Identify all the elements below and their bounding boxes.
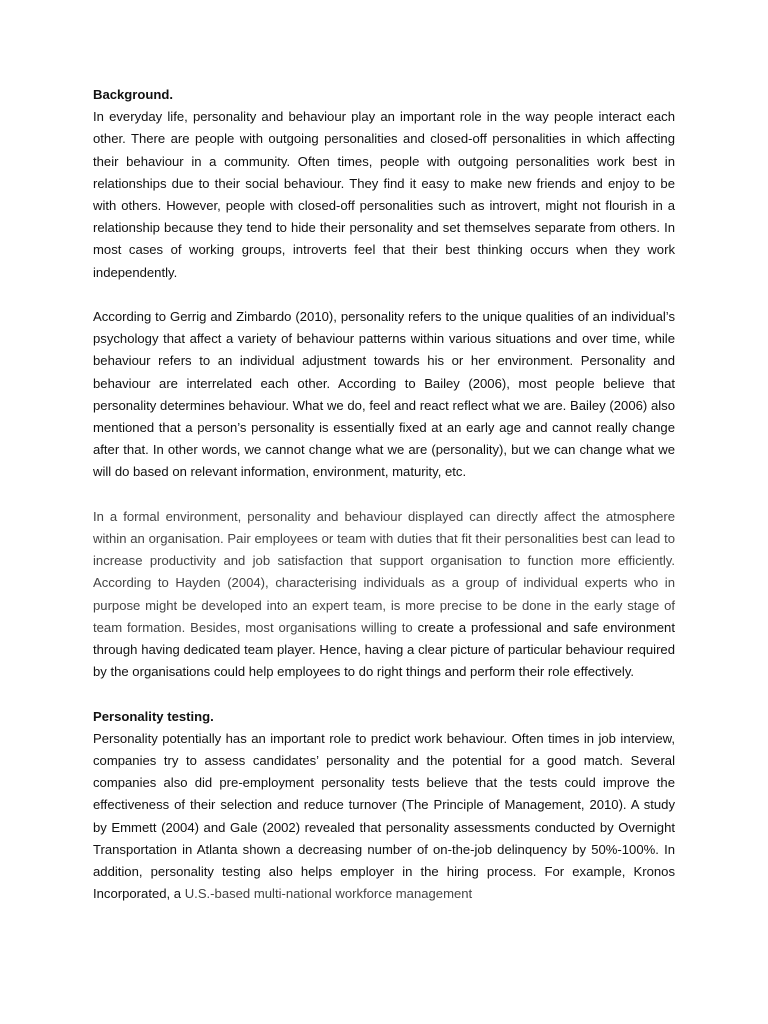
paragraph-spacer (93, 683, 675, 705)
paragraph-spacer (93, 284, 675, 306)
paragraph-background-1: In everyday life, personality and behaviour play an important role in the way people interact each other. There are people with outgoing personalities and closed-off personalities in which affecting their behaviour in a community. Often times, people with outgoing personalities work best in relationships due to their social behaviour. They find it easy to make new friends and enjoy to be with others. However, people with closed-off personalities such as introvert, might not flourish in a relationship because they tend to hide their personality and set themselves separate from others. In most cases of working groups, introverts feel that their best thinking occurs when they work independently. (93, 109, 675, 280)
paragraph-personality-testing-1-text-a: Personality potentially has an important role to predict work behaviour. Often times in job interview, companies try to assess candidates’ personality and the potential for a good match. Several companies also did pre-employment personality tests believe that the tests could improve the effectiveness of their selection and reduce turnover (The Principle of Management, 2010). A study by Emmett (2004) and Gale (2002) revealed that personality assessments conducted by Overnight Transportation in Atlanta shown a decreasing number of on-the-job delinquency by 50%-100%. In addition, personality testing also helps employer in the hiring process. For example, Kronos Incorporated, a (93, 730, 675, 902)
paragraph-personality-testing-1 (93, 728, 675, 906)
paragraph-background-3-text-b: create a professional and safe environment through having dedicated team player. Hence, having a clear picture of particular behaviour required by the organisations could help employees to do right things and perform their role effectively. (93, 619, 675, 680)
paragraph-spacer (93, 484, 675, 506)
paragraph-background-3 (93, 506, 675, 684)
document-page (93, 84, 675, 905)
paragraph-background-3-text-a: In a formal environment, personality and behaviour displayed can directly affect the atmosphere within an organisation. Pair employees or team with duties that fit their personalities best can lead to increase productivity and job satisfaction that support organisation to function more efficiently. According to Hayden (2004), characterising individuals as a group of individual experts who in purpose might be developed into an expert team, is more precise to be done in the early stage of team formation. Besides, most organisations willing to (93, 508, 675, 635)
section-heading-background: Background. (93, 87, 174, 102)
paragraph-personality-testing-1-text-b: U.S.-based multi-national workforce management (184, 886, 473, 902)
section-heading-personality-testing: Personality testing. (93, 708, 214, 724)
paragraph-background-2: According to Gerrig and Zimbardo (2010), personality refers to the unique qualities of an individual’s psychology that affect a variety of behaviour patterns within various situations and over time, while behaviour refers to an individual adjustment towards his or her environment. Personality and behaviour are interrelated each other. According to Bailey (2006), most people believe that personality determines behaviour. What we do, feel and react reflect what we are. Bailey (2006) also mentioned that a person’s personality is essentially fixed at an early age and cannot really change after that. In other words, we cannot change what we are (personality), but we can change what we will do based on relevant information, environment, maturity, etc. (93, 309, 675, 480)
